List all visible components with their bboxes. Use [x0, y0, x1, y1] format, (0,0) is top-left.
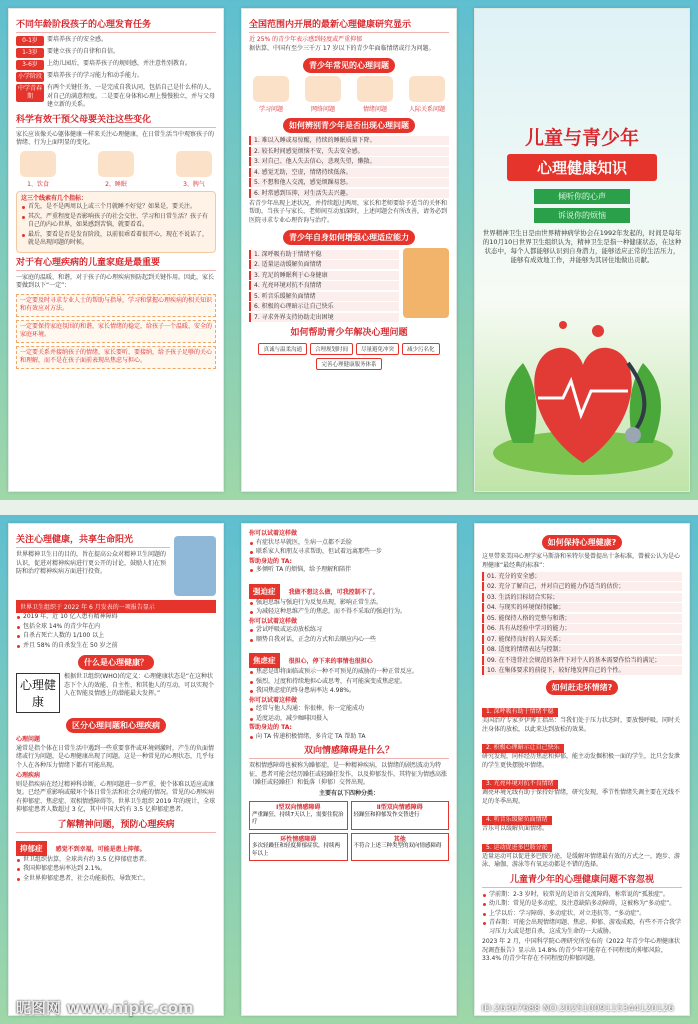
anxiety-tag: 焦虑症: [249, 653, 280, 668]
stat-title: 世界卫生组织于 2022 年 6 月发表的一项报告显示: [16, 600, 216, 613]
watermark: 昵图网 www.nipic.com: [16, 999, 194, 1017]
mh-text: 根据世卫组织(WHO)的定义：心理健康状态是“在这种状态下个人的效能、自主性、和其他人的互动，可以实现个人在智能及情感上的潜能最大发挥。”: [64, 673, 215, 697]
sign-item: [94, 151, 138, 188]
standard-row: 07. 能保持良好的人际关系；: [482, 635, 682, 644]
standard-row: 08. 适度的情绪表达与控制；: [482, 645, 682, 654]
sign-label: 3、脾气: [183, 180, 205, 188]
problem-item: [301, 76, 345, 113]
ability-row: 4. 光亮环境对抗不良情绪: [249, 281, 399, 290]
stage-row: 上学以后：学习障碍、多动症状、对立违抗等，“多动症”。: [482, 910, 682, 919]
anxiety-item: 强烈，过度和持续地担心或思考，有可能演变成焦虑症。: [249, 678, 449, 687]
ocd-item: 为减轻这种思维产生的焦虑，而不得不采取的强迫行为。: [249, 608, 449, 617]
sign-row: 4. 感觉无助，空虚，情绪持续低落。: [249, 168, 449, 177]
ability-row: 1. 深呼吸有助于情绪平稳: [249, 250, 399, 259]
paragraph: 世界精神卫生日的目的，旨在提高公众对精神卫生问题的认识，促进对精神疾病进行更公开的讨论，鼓励人们在预防和治疗精神疾病方面进行投资。: [16, 551, 167, 575]
anxiety-sub: 很担心，停下来的事情也很担心: [288, 658, 373, 665]
anxiety-item: 焦虑是即将面临或预示一种不可预见的威胁的一种正常反应。: [249, 668, 449, 677]
section-heading: 不同年龄阶段孩子的心理发育任务: [16, 19, 216, 33]
stage-list: [482, 891, 682, 937]
depression-item: 全世界抑郁症患者，社会功能损伤，导致死亡。: [16, 875, 216, 884]
tip-list: [249, 626, 449, 644]
panel-cover: [474, 8, 690, 492]
cheer-illustration: [403, 248, 449, 318]
problem-illustration: [409, 76, 445, 102]
sign-row: 3. 对自己、他人失去信心，悲观失望，懒散。: [249, 157, 449, 166]
box-items: [21, 203, 211, 248]
standard-row: 09. 在不违背社会规范的条件下对个人的基本需要作恰当的满足；: [482, 656, 682, 665]
must-list: [16, 294, 216, 369]
age-row: [16, 60, 216, 70]
type-desc: 多次轻躁狂和轻度抑郁症状，持续两年以上: [252, 843, 341, 857]
tip-heading: 2. 积极心理暗示让自己快乐: [482, 744, 564, 753]
signs-row: [16, 151, 216, 188]
banner: 青少年常见的心理问题: [303, 58, 395, 73]
type-name: 环性情感障碍: [280, 835, 317, 843]
box-title: 这三个线索有几个指标：: [21, 194, 88, 202]
ability-block: [249, 248, 449, 323]
tip-block: [482, 734, 682, 770]
paragraph: 这里带来美国心理学家马斯洛和米特尔曼曾提出十条标准，曾被公认为是心理健康“最经典的标准”：: [482, 553, 681, 569]
q-text: 通常是指个体在日常生活中遇到一些重要事件或环境刺激时，产生的负面情绪或行为问题，是心理健康出现了问题。这是一种常见的心理状态，几乎每个人在各种压力情绪下都有可能出现。: [16, 744, 215, 769]
type-cell: [249, 833, 348, 862]
age-row: [16, 36, 216, 46]
paragraph: 一家庭的温暖、和谐，对于孩子的心理疾病预防起到关键作用。因此，家长要做到以下“一定”：: [16, 273, 215, 289]
ability-row: 5. 听音乐缓解负面情绪: [249, 292, 399, 301]
tip-desc: 调亮环境光线有助于保持好情绪，研究发现，季节性情绪失调主要在光线不足的冬季出现。: [482, 789, 681, 805]
stat-row: 包括全球 14% 的青少年在内: [16, 623, 216, 632]
section-heading: 如何帮助青少年解决心理问题: [290, 328, 408, 338]
problem-illustration: [357, 76, 393, 102]
tip-item: 尝试呼吸或运动放松练习: [249, 626, 449, 635]
problem-item: [405, 76, 449, 113]
age-task: 上幼儿园后，要培养孩子的规则感，并注意性别教育。: [47, 60, 192, 67]
section-heading: 儿童青少年的心理健康问题不容忽视: [482, 874, 682, 888]
anxiety-item: 我国焦虑症的终身患病率达 4.98%。: [249, 687, 449, 696]
age-tag: 3-6岁: [16, 60, 44, 70]
sign-illustration: [176, 151, 212, 177]
tip-heading: 4. 听音乐缓解负面情绪: [482, 816, 552, 825]
tip-item: 联系家人和朋友寻求帮助，但试着远离那些一步: [249, 548, 449, 557]
ocd-tag: 强迫症: [249, 584, 280, 599]
standard-row: 04. 与现实的环境保持接触；: [482, 603, 682, 612]
paragraph: 若青少年出现上述状况，并持续超过两周，家长和老师要给予适当的关怀和帮助，当孩子与家长、老师间互动加深时，上述问题会有所改善，请务必到医院寻求专业心理咨询与治疗。: [249, 199, 448, 224]
panel-research: [241, 8, 457, 492]
tip-item: 有症状尽早就医，生病一点都不丢脸: [249, 539, 449, 548]
help-pill: 真诚与温柔沟通: [258, 343, 307, 355]
tip-title: 帮助身边的 TA:: [249, 557, 292, 565]
standard-row: 10. 在集体要求的前提下，较好地发挥自己的个性。: [482, 666, 682, 675]
tip-list: [249, 566, 449, 575]
paragraph: 双相情感障碍也被称为躁郁症，是一种精神疾病，以情绪的剧烈波动为特征，患者可能会经历躁狂或轻躁狂发作，以及抑郁发作。其特征为情感高涨（躁狂或轻躁狂）和低落（抑郁）交替出现。: [249, 762, 448, 786]
problem-label: 学习问题: [258, 106, 283, 113]
heart-stethoscope-illustration: [483, 303, 683, 483]
problem-label: 人际关系问题: [408, 106, 445, 113]
section-heading: 了解精神问题，预防心理疾病: [16, 819, 216, 833]
standard-row: 03. 生活的目标切合实际；: [482, 593, 682, 602]
depression-item: 世卫组织估算，全球共有约 3.5 亿抑郁症患者。: [16, 856, 216, 865]
problem-label: 网络问题: [310, 106, 335, 113]
anxiety-list: [249, 668, 449, 696]
tip-heading: 1. 深呼吸有助于情绪平稳: [482, 708, 558, 717]
help-pill: 尽量避免冲突: [356, 343, 399, 355]
cover-intro: 世界精神卫生日是由世界精神病学协会在1992年发起的，时间是每年的10月10日世界卫生组织认为，精神卫生是指一种健康状态，在这种状态中，每个人都能够认识到自身潜力，能够适应正常的生活压力，能够有成效地工作，并能够为其居住地做出贡献。: [482, 229, 682, 264]
problem-item: [353, 76, 397, 113]
banner: 区分心理问题和心理疾病: [66, 718, 166, 733]
cover-subtitle: 心理健康知识: [507, 154, 657, 181]
section-heading: 全国范围内开展的最新心理健康研究显示: [249, 19, 449, 33]
panel-development: [8, 8, 224, 492]
ocd-item: 强迫思维与强迫行为反复出现，影响正常生活。: [249, 599, 449, 608]
stat-row: 自杀占死亡人数的 1/100 以上: [16, 632, 216, 641]
stage-row: 学前期：2-3 岁时，较常见的是语言交流障碍，称常说的“孤独症”。: [482, 891, 682, 900]
doctor-illustration: [174, 536, 216, 596]
problem-item: [249, 76, 293, 113]
type-name: Ⅰ型双向情感障碍: [276, 804, 321, 811]
cover-title: 儿童与青少年: [524, 127, 639, 149]
type-cell: [351, 801, 450, 830]
tip-title: 你可以试着这样做: [249, 530, 298, 537]
sign-label: 1、饮食: [27, 180, 49, 188]
tip-title: 你可以试着这样做: [249, 696, 298, 704]
problem-illustration: [253, 76, 289, 102]
tip-block: [482, 806, 682, 834]
tip-block: [482, 698, 682, 734]
problem-icons: [249, 76, 449, 113]
stage-row: 幼儿期：常见的是多动症，及注意缺陷多动障碍，这被称为“多动症”。: [482, 900, 682, 909]
age-list: [16, 36, 216, 110]
must-item: 一定要保持家庭氛围的和谐，家长情绪的稳定，给孩子一个温暖、安全的家庭环境。: [16, 320, 216, 343]
age-row: [16, 72, 216, 82]
d-label: 心理疾病: [16, 772, 41, 779]
stat-a: 近 25% 的青少年表示感到轻度或严重抑郁: [249, 36, 363, 43]
sign-row: 1. 难以入睡或易惊醒，持续的睡眠质量下降。: [249, 136, 449, 145]
tip-desc: 音乐可以缓解负面情绪。: [482, 825, 549, 832]
ability-row: 2. 适量运动缓解负面情绪: [249, 260, 399, 269]
type-desc: 严重躁狂，持续7天以上，需要住院治疗: [252, 811, 344, 825]
clue-box: [16, 191, 216, 253]
mood-tips: [482, 698, 682, 870]
tip-list: [249, 733, 449, 742]
depression-list: [16, 856, 216, 884]
sign-row: 5. 不想和他人交流，感觉烦躁易怒。: [249, 178, 449, 187]
stat-row: 并且 58% 的自杀发生在 50 岁之前: [16, 642, 216, 651]
age-task: 要建立孩子的自律和自信。: [47, 48, 120, 55]
tip-desc: 适量运动可以促进多巴胺分泌，是缓解坏情绪最有效的方式之一，跑步、游泳、瑜伽、游泳等有氧运动都是不错的选择。: [482, 852, 681, 868]
stat-list: [16, 613, 216, 650]
panel-disorders: [241, 523, 457, 1016]
help-pill: 减少污名化: [402, 343, 440, 355]
age-tag: 中学青春期: [18, 85, 43, 100]
type-cell: [351, 833, 450, 862]
footnote: 2023 年 2 月，中国科学院心理研究所发布的《2022 年青少年心理健康状况调查报告》显示出 14.8% 的青少年可能存在不同程度的抑郁风险，33.4% 的青少年存在不同程度的抑郁问题。: [482, 938, 680, 962]
tip-item: 经常与他人沟通：你很棒，你一定能成功: [249, 705, 449, 714]
type-desc: 轻躁狂和抑郁发作交替进行: [353, 811, 420, 818]
stat-row: 2019 年，近 10 亿人患有精神障碍: [16, 613, 216, 622]
tip-item: 适度运动，减少咖啡因摄入: [249, 715, 449, 724]
help-pill: 完善心理健康服务体系: [316, 358, 381, 370]
box-item: 最后，要看是否是发育阶段，以前很乖看着很开心，现在不说话了，就是出现问题的时候。: [21, 231, 211, 248]
ability-list: [249, 248, 399, 323]
type-cell: [249, 801, 348, 830]
tip-item: 多倾听 TA 的烦恼，给予理解和陪伴: [249, 566, 449, 575]
types-grid: [249, 801, 449, 861]
tip-list: [249, 705, 449, 723]
tip-block: [482, 770, 682, 806]
age-tag: 0-1岁: [16, 36, 44, 46]
depression-block: [16, 836, 216, 856]
top-sheet: [0, 0, 698, 500]
section-heading: 科学有效干预父母要关注这些变化: [16, 114, 216, 128]
types-heading: 主要有以下四种分类：: [318, 789, 379, 797]
section-heading: 对于有心理疾病的儿童家庭是最重要: [16, 257, 216, 271]
q-label: 心理问题: [16, 736, 41, 743]
age-tag: 1-3岁: [16, 48, 44, 58]
tip-item: 向 TA 传递积极情绪，多肯定 TA 帮助 TA: [249, 733, 449, 742]
ability-row: 7. 寻求外界支持协助走出困境: [249, 313, 399, 322]
ocd-list: [249, 599, 449, 617]
banner: 如何保持心理健康?: [542, 535, 623, 550]
mh-label: 心理健康: [16, 673, 60, 713]
ability-row: 3. 充足的睡眠利于心身健康: [249, 271, 399, 280]
sign-illustration: [20, 151, 56, 177]
ribbon: 诉说你的烦恼: [534, 208, 630, 223]
type-name: Ⅱ型双向情感障碍: [376, 804, 423, 811]
bottom-sheet: [0, 515, 698, 1024]
tip-desc: 美国治疗专家罗伊博士指出：当我们处于压力状态时，要放慢呼吸，同时关注身体的放松，以此来达到放松的效果。: [482, 717, 681, 733]
ocd-block: [249, 579, 449, 599]
tip-heading: 5. 运动促进多巴胺分泌: [482, 844, 552, 853]
depression-tag: 抑郁症: [16, 841, 47, 856]
depression-sub: 感觉不到幸福，可能是患上抑郁。: [55, 845, 146, 853]
tip-list: [249, 539, 449, 557]
tip-title: 帮助身边的 TA:: [249, 724, 292, 731]
age-row: [16, 84, 216, 110]
sign-item: [172, 151, 216, 188]
tip-block: [482, 834, 682, 870]
paragraph: 家长应该像关心躯体健康一样来关注心理健康，在日常生活当中观察孩子的情绪、行为上面明显的变化。: [16, 130, 215, 146]
sign-row: 6. 时常感到压抑，对生活失去兴趣。: [249, 189, 449, 198]
ten-standards: [482, 572, 682, 676]
intro-block: [16, 530, 216, 596]
depression-item: 我国抑郁症患病率达到 2.1%。: [16, 865, 216, 874]
sign-illustration: [98, 151, 134, 177]
ocd-sub: 我做不想这么做，可我控制不了。: [288, 588, 379, 596]
tip-item: 顺势自我对话，正念的方式和去顺应内心一些: [249, 636, 449, 645]
box-item: 首先，是不是两周以上或三个月就睡不好觉？如果是，要关注。: [21, 203, 211, 212]
type-name: 其他: [393, 835, 406, 843]
tip-desc: 研究发现，同样经历焦虑和抑郁，能主动发掘积极一面的学生，比只会发泄的学生更快摆脱坏情绪。: [482, 753, 681, 769]
sign-label: 2、睡眠: [105, 180, 127, 188]
image-id: ID:26367688 NO:20251009115344120126: [481, 1004, 674, 1014]
help-pills: [249, 343, 449, 370]
must-item: 一定要关系并接纳孩子的情绪，家长要听、要接纳，给予孩子足够的关心和理解，而不是在孩子面前表现出焦虑与担心。: [16, 346, 216, 369]
age-task: 要培养孩子的安全感。: [47, 36, 108, 43]
tip-title: 你可以试着这样做: [249, 617, 298, 625]
banner: 什么是心理健康？: [78, 655, 154, 670]
age-task: 有两个关键任务，一是完成自我认同，包括自己是什么样的人，对自己的满意程度。二是要在身体和心理上慢慢独立，并与父母建立新的关系。: [47, 84, 216, 108]
standard-row: 06. 具有从经验中学习的能力；: [482, 624, 682, 633]
banner: 如何赶走坏情绪?: [546, 680, 619, 695]
age-tag: 小学阶段: [18, 73, 43, 80]
age-row: [16, 48, 216, 58]
d-text: 则是指疾病在经过精神科诊断，心理问题进一步严重，使个体难以适应或康复。已经严重影响或破坏个体日常生活和社会功能的情况。常见的心理疾病有抑郁症、焦虑症、双相情感障碍等。世界卫生组织 2019 年的统计，全球抑郁症患者人数超过 3 亿，其中中国大约有 3.5 亿抑郁症患者。: [16, 780, 216, 813]
standard-row: 02. 充分了解自己，并对自己的能力作适当的估价；: [482, 582, 682, 591]
box-item: 其次，严重程度是否影响孩子的社会交往、学习和日常生活？孩子有自己的内心世界，如果感到苦恼，就要看看。: [21, 213, 211, 230]
type-desc: 不符合上述三种类型的双向情感障碍: [353, 843, 442, 849]
standard-row: 01. 充分的安全感；: [482, 572, 682, 581]
panel-tips: [474, 523, 690, 1016]
sign-item: [16, 151, 60, 188]
stat-b: 据估算，中国有至少三千万 17 岁以下的青少年面临情绪或行为问题。: [249, 44, 435, 52]
tip-heading: 3. 光亮环境对抗不良情绪: [482, 780, 558, 789]
banner: 如何辨别青少年是否出现心理问题: [283, 118, 415, 133]
section-heading: 关注心理健康，共享生命阳光: [16, 534, 170, 548]
stage-row: 青春期：可能会出现情绪问题、焦虑、抑郁、游戏成瘾，有些不开合我学习压力大或是想自杀，这成为生命的一大威胁。: [482, 919, 682, 936]
standard-row: 05. 能保持人格的完整与和谐；: [482, 614, 682, 623]
banner: 青少年自身如何增强心理适应能力: [283, 230, 415, 245]
sign-list: [249, 136, 449, 198]
anxiety-block: [249, 648, 449, 668]
ability-row: 6. 积极的心理暗示让自己快乐: [249, 302, 399, 311]
problem-label: 情绪问题: [362, 106, 387, 113]
age-task: 要培养孩子的学习能力和动手能力。: [47, 72, 144, 79]
panel-mental-health: [8, 523, 224, 1016]
help-pill: 合理规划时间: [310, 343, 353, 355]
definition-block: [16, 673, 216, 713]
ribbon: 倾听你的心声: [534, 189, 630, 204]
section-heading: 双向情感障碍是什么？: [249, 745, 449, 759]
problem-illustration: [305, 76, 341, 102]
must-item: 一定要及时寻求专业人士的帮助与指导，学习和掌握心理疾病的相关知识和有效应对方法。: [16, 294, 216, 317]
sign-row: 2. 较长时间感觉烦恼不安，失去安全感。: [249, 147, 449, 156]
